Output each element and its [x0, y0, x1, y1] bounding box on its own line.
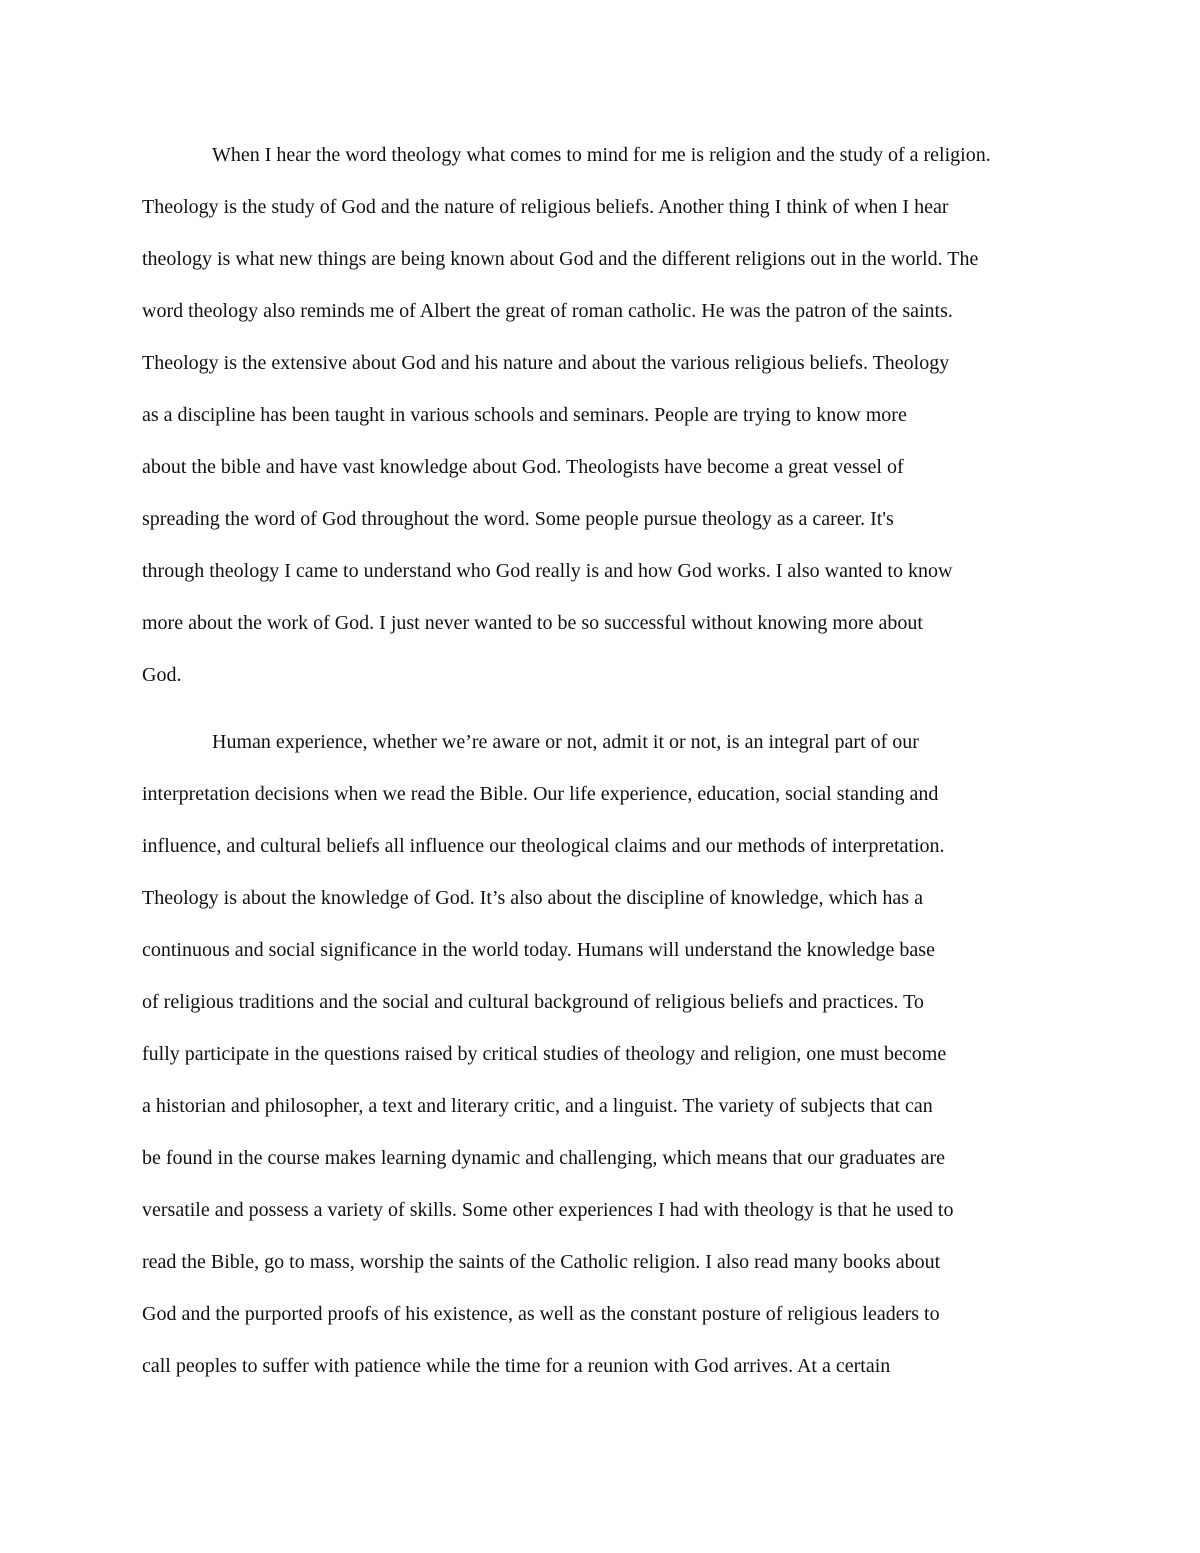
paragraph-2-line-1: Human experience, whether we’re aware or not, admit it or not, is an integral part of our [212, 731, 919, 753]
paragraph-1-line-8: spreading the word of God throughout the word. Some people pursue theology as a career. It's [142, 508, 894, 530]
paragraph-1-line-1: When I hear the word theology what comes to mind for me is religion and the study of a religion. [212, 144, 991, 166]
paragraph-2-line-7: fully participate in the questions raised by critical studies of theology and religion, one must become [142, 1043, 947, 1065]
paragraph-2-line-6: of religious traditions and the social and cultural background of religious beliefs and practices. To [142, 991, 924, 1013]
paragraph-2-line-10: versatile and possess a variety of skills. Some other experiences I had with theology is that he used to [142, 1199, 954, 1221]
paragraph-2-line-3: influence, and cultural beliefs all influence our theological claims and our methods of interpretation. [142, 835, 945, 857]
paragraph-2-line-9: be found in the course makes learning dynamic and challenging, which means that our graduates are [142, 1147, 946, 1169]
paragraph-1-line-4: word theology also reminds me of Albert the great of roman catholic. He was the patron of the saints. [142, 300, 953, 322]
paragraph-2-line-11: read the Bible, go to mass, worship the saints of the Catholic religion. I also read many books about [142, 1251, 941, 1273]
paragraph-2-line-8: a historian and philosopher, a text and literary critic, and a linguist. The variety of subjects that can [142, 1095, 933, 1117]
paragraph-1-line-7: about the bible and have vast knowledge about God. Theologists have become a great vessel of [142, 456, 904, 478]
paragraph-1-line-2: Theology is the study of God and the nature of religious beliefs. Another thing I think of when I hear [142, 196, 949, 218]
paragraph-2-line-12: God and the purported proofs of his existence, as well as the constant posture of religious leaders to [142, 1303, 940, 1325]
paragraph-1-line-9: through theology I came to understand who God really is and how God works. I also wanted to know [142, 560, 953, 582]
paragraph-1-line-3: theology is what new things are being known about God and the different religions out in the world. The [142, 248, 979, 270]
paragraph-1-line-11: God. [142, 664, 182, 686]
paragraph-1-line-6: as a discipline has been taught in various schools and seminars. People are trying to know more [142, 404, 907, 426]
paragraph-2-line-13: call peoples to suffer with patience while the time for a reunion with God arrives. At a certain [142, 1355, 891, 1377]
paragraph-1-line-10: more about the work of God. I just never wanted to be so successful without knowing more about [142, 612, 923, 634]
paragraph-1-line-5: Theology is the extensive about God and his nature and about the various religious beliefs. Theology [142, 352, 950, 374]
paragraph-2-line-4: Theology is about the knowledge of God. It’s also about the discipline of knowledge, which has a [142, 887, 923, 909]
paragraph-2-line-5: continuous and social significance in the world today. Humans will understand the knowledge base [142, 939, 935, 961]
paragraph-2-line-2: interpretation decisions when we read the Bible. Our life experience, education, social standing and [142, 783, 939, 805]
